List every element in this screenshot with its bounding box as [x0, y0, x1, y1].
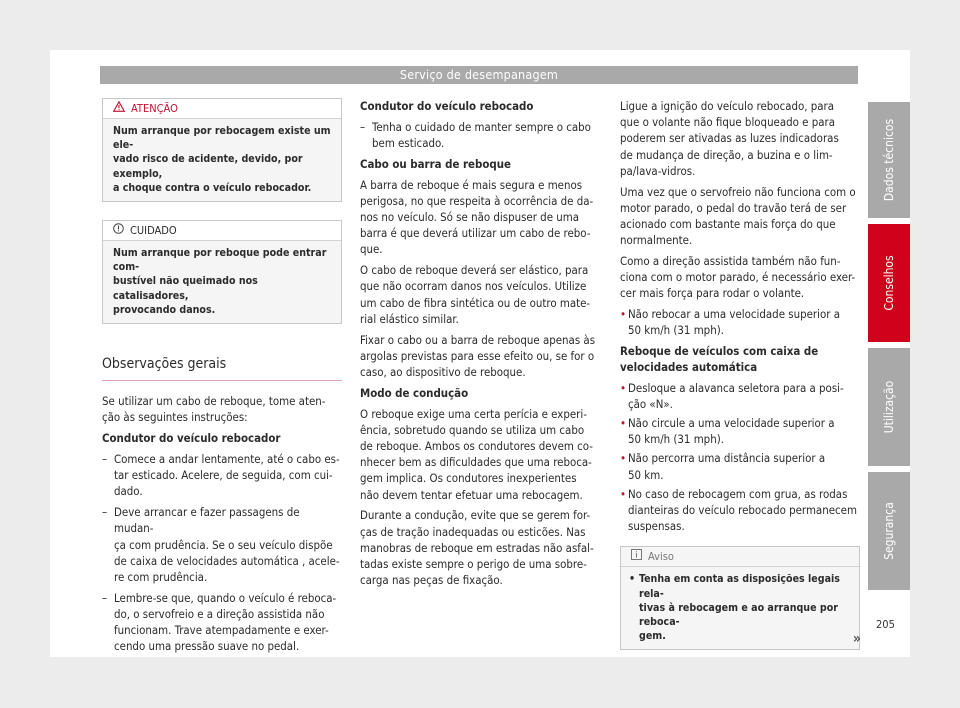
- driving-paragraph-1: O reboque exige uma certa perícia e experi- ência, sobretudo quando se utiliza um cabo de reboque. Ambos os condutores devem co- nhecer bem as dificuldades que uma reboca- gem implica. Os condutores inexperientes não devem tentar efetuar uma rebocagem.: [360, 406, 593, 502]
- caution-box: [102, 220, 342, 324]
- list-item: • No caso de rebocagem com grua, as rodas dianteiras do veículo rebocado permanecem suspensas.: [620, 486, 857, 534]
- tab-dados-tecnicos[interactable]: Dados técnicos: [868, 102, 910, 218]
- info-square-icon: [631, 547, 642, 566]
- warning-title: ATENÇÃO: [131, 102, 178, 115]
- list-item: • Não percorra uma distância superior a 50 km.: [620, 451, 826, 482]
- intro-text: Se utilizar um cabo de reboque, tome aten- ção às seguintes instruções:: [102, 394, 326, 425]
- list-item: – Comece a andar lentamente, até o cabo es- tar esticado. Acelere, de seguida, com cui- dado.: [102, 452, 340, 499]
- info-circle-icon: [113, 221, 124, 240]
- list-item: – Lembre-se que, quando o veículo é reboca- do, o servofreio e a direção assistida não funcionam. Trave atempadamente e exer- cendo uma pressão suave no pedal.: [102, 590, 337, 654]
- caution-text: Num arranque por reboque pode entrar com- bustível não queimado nos catalisadores, provocando danos.: [113, 247, 327, 316]
- section-title: Observações gerais: [102, 356, 342, 381]
- list-item: • Não rebocar a uma velocidade superior a 50 km/h (31 mph).: [620, 307, 840, 338]
- page-number: 205: [876, 618, 895, 631]
- tab-seguranca[interactable]: Segurança: [868, 472, 910, 590]
- warning-box: [102, 98, 342, 202]
- continue-icon[interactable]: »: [852, 631, 861, 648]
- note-text: Tenha em conta as disposições legais rela- tivas à rebocagem e ao arranque por reboca- gem.: [639, 573, 840, 643]
- cable-paragraph-3: Fixar o cabo ou a barra de reboque apenas às argolas previstas para esse efeito ou, se for o caso, ao dispositivo de reboque.: [360, 332, 596, 380]
- towed-heading: Condutor do veículo rebocado: [360, 99, 534, 113]
- driving-heading: Modo de condução: [360, 385, 469, 400]
- tab-conselhos[interactable]: Conselhos: [868, 224, 910, 342]
- paragraph-2: Uma vez que o servofreio não funciona com o motor parado, o pedal do travão terá de ser acionado com bastante mais força do que normalmente.: [620, 184, 856, 248]
- warning-text: Num arranque por rebocagem existe um ele- vado risco de acidente, devido, por exemplo, a choque contra o veículo rebocador.: [113, 125, 331, 194]
- warning-triangle-icon: [113, 99, 125, 118]
- tab-utilizacao[interactable]: Utilização: [868, 348, 910, 466]
- paragraph-1: Ligue a ignição do veículo rebocado, para que o volante não fique bloqueado e para poderem ser ativadas as luzes indicadoras de mudança de direção, a buzina e o lim- pa/lava-vidros.: [620, 99, 839, 178]
- cable-paragraph-2: O cabo de reboque deverá ser elástico, para que não ocorram danos nos veículos. Utilize um cabo de fibra sintética ou de outro mate- rial elástico similar.: [360, 263, 591, 326]
- note-box: [620, 546, 860, 650]
- column-1: [102, 98, 342, 659]
- note-title: Aviso: [648, 550, 674, 564]
- auto-heading: Reboque de veículos com caixa de velocidades automática: [620, 343, 819, 374]
- column-3: [620, 98, 860, 668]
- paragraph-3: Como a direção assistida também não fun- ciona com o motor parado, é necessário exer- cer mais força para rodar o volante.: [620, 254, 856, 301]
- list-item: – Tenha o cuidado de manter sempre o cabo bem esticado.: [360, 119, 591, 150]
- list-item: – Deve arrancar e fazer passagens de mudan- ça com prudência. Se o seu veículo dispõe de caixa de velocidades automática , acele- re com prudência.: [102, 505, 340, 585]
- page-header: Serviço de desempanagem: [100, 66, 858, 84]
- driver-heading: Condutor do veículo rebocador: [102, 431, 281, 446]
- cable-heading: Cabo ou barra de reboque: [360, 156, 511, 171]
- bullet-icon: •: [629, 573, 636, 586]
- driving-paragraph-2: Durante a condução, evite que se gerem for- ças de tração inadequadas ou esticões. Nas manobras de reboque em estradas não asfal- tadas existe sempre o perigo de uma sobre- carga nas peças de fixação.: [360, 508, 594, 588]
- list-item: • Não circule a uma velocidade superior a 50 km/h (31 mph).: [620, 416, 835, 447]
- column-2: [360, 98, 602, 593]
- list-item: • Desloque a alavanca seletora para a posi- ção «N».: [620, 380, 844, 411]
- cable-paragraph-1: A barra de reboque é mais segura e menos perigosa, no que respeita à ocorrência de da- nos no veículo. Só se não dispuser de uma barra é que deverá utilizar um cabo de rebo- que.: [360, 177, 594, 257]
- caution-title: CUIDADO: [130, 224, 177, 238]
